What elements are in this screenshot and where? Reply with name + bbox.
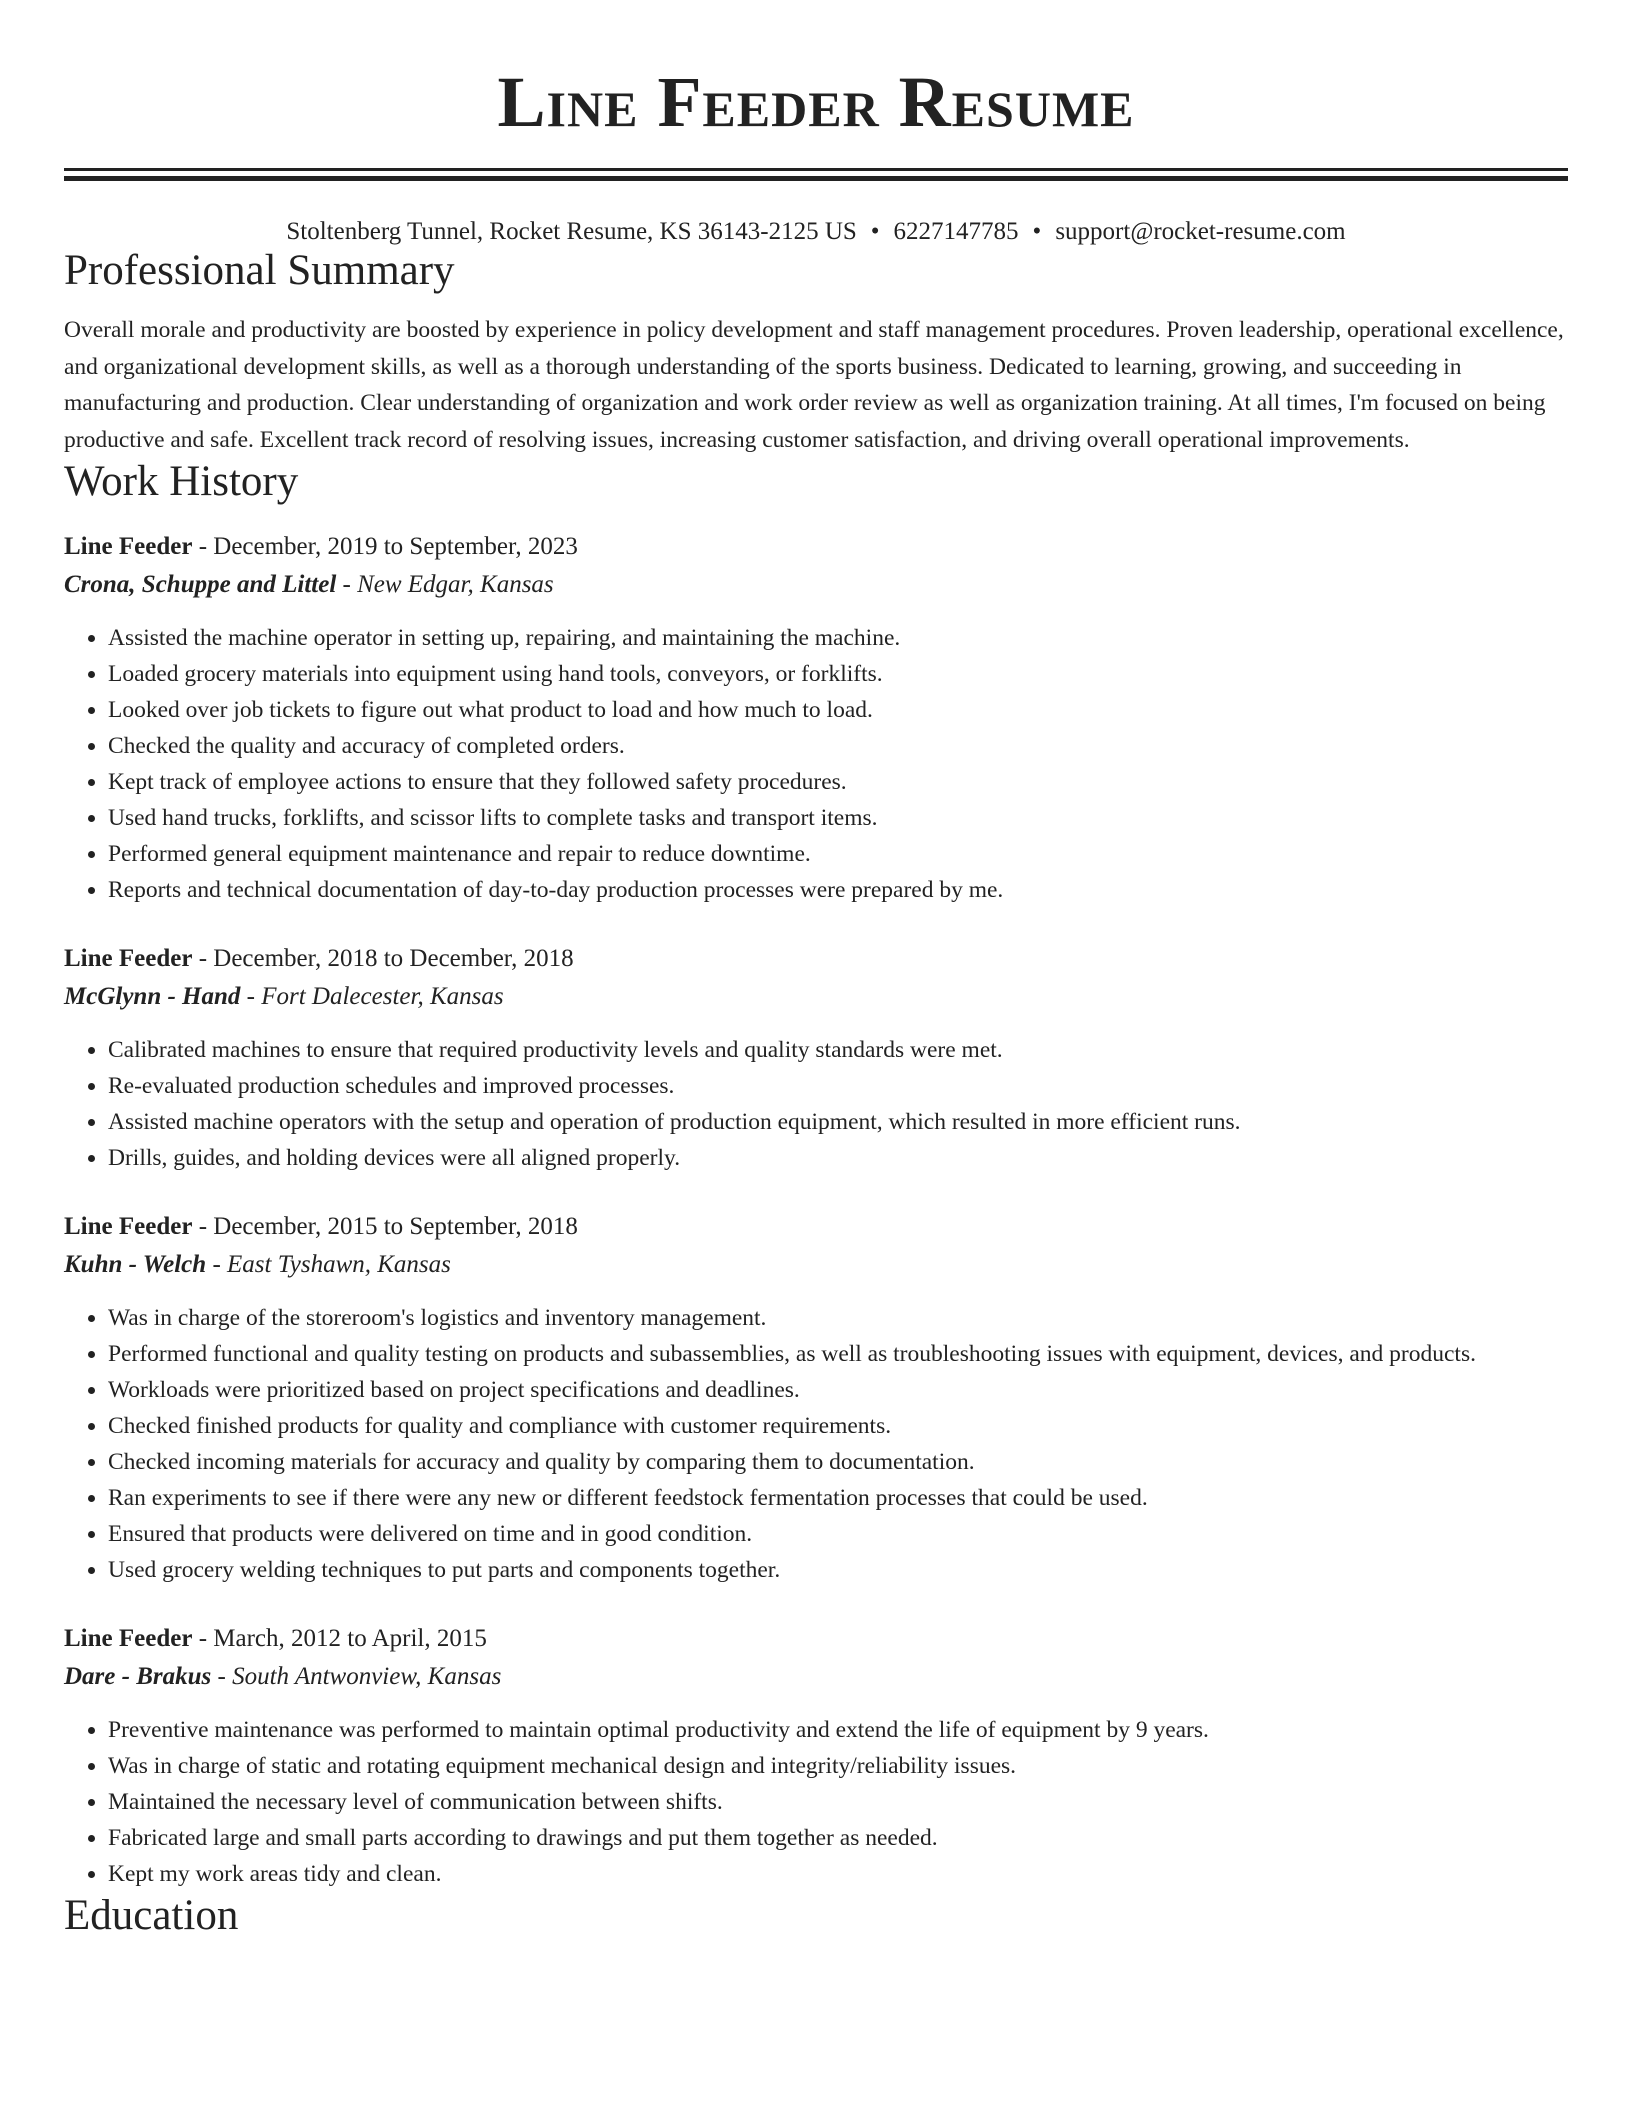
- job-header: [64, 940, 1568, 978]
- contact-line: [64, 217, 1568, 247]
- job-location: - East Tyshawn, Kansas: [206, 1250, 451, 1278]
- duty-item: • Loaded grocery materials into equipment using hand tools, conveyors, or forklifts.: [108, 656, 1568, 692]
- work-history-heading: Work History: [64, 458, 299, 506]
- summary-text: Overall morale and productivity are boosted by experience in policy development and staff management procedures. Proven leadership, operational excellence, and organizational development skills, as well as a thorough understanding of the sports business. Dedicated to learning, growing, and succeeding in manufacturing and production. Clear understanding of organization and work order review as well as organization training. At all times, I'm focused on being productive and safe. Excellent track record of resolving issues, increasing customer satisfaction, and driving overall operational improvements.: [64, 317, 1564, 453]
- contact-address: Stoltenberg Tunnel, Rocket Resume, KS 36143-2125 US: [286, 218, 857, 245]
- duty-item: • Maintained the necessary level of communication between shifts.: [108, 1784, 1568, 1820]
- duty-item: • Checked incoming materials for accuracy and quality by comparing them to documentation.: [108, 1444, 1568, 1480]
- duty-item: • Reports and technical documentation of day-to-day production processes were prepared by me.: [108, 872, 1568, 908]
- duty-item: • Performed general equipment maintenance and repair to reduce downtime.: [108, 836, 1568, 872]
- duty-item: • Re-evaluated production schedules and improved processes.: [108, 1068, 1568, 1104]
- duty-item: • Kept track of employee actions to ensure that they followed safety procedures.: [108, 764, 1568, 800]
- summary-heading: Professional Summary: [64, 247, 455, 294]
- job-title: Line Feeder: [64, 1624, 193, 1652]
- duty-item: • Kept my work areas tidy and clean.: [108, 1856, 1568, 1892]
- duty-item: • Ensured that products were delivered on time and in good condition.: [108, 1516, 1568, 1552]
- job-company-line: [64, 1246, 1568, 1284]
- duty-item: • Assisted machine operators with the setup and operation of production equipment, which resulted in more efficient runs.: [108, 1104, 1568, 1140]
- duty-item: • Was in charge of the storeroom's logistics and inventory management.: [108, 1300, 1568, 1336]
- duty-item: • Preventive maintenance was performed to maintain optimal productivity and extend the life of equipment by 9 years.: [108, 1712, 1568, 1748]
- job-company: Crona, Schuppe and Littel: [64, 570, 337, 598]
- duty-item: • Used hand trucks, forklifts, and scissor lifts to complete tasks and transport items.: [108, 800, 1568, 836]
- job-title: Line Feeder: [64, 532, 193, 560]
- duty-item: • Checked finished products for quality and compliance with customer requirements.: [108, 1408, 1568, 1444]
- job-duties: [64, 1300, 1568, 1588]
- job-company: Kuhn - Welch: [64, 1250, 207, 1278]
- job-entry: [64, 1620, 1568, 1892]
- job-company: McGlynn - Hand: [64, 982, 241, 1010]
- duty-item: • Assisted the machine operator in setting up, repairing, and maintaining the machine.: [108, 620, 1568, 656]
- contact-separator: •: [1032, 218, 1042, 245]
- duty-item: • Used grocery welding techniques to put parts and components together.: [108, 1552, 1568, 1588]
- job-title: Line Feeder: [64, 1212, 193, 1240]
- duty-item: • Calibrated machines to ensure that required productivity levels and quality standards were met.: [108, 1032, 1568, 1068]
- education-heading: Education: [64, 1891, 239, 1939]
- job-dates: - December, 2019 to September, 2023: [192, 532, 578, 560]
- duty-item: • Drills, guides, and holding devices were all aligned properly.: [108, 1140, 1568, 1176]
- duty-item: • Was in charge of static and rotating equipment mechanical design and integrity/reliability issues.: [108, 1748, 1568, 1784]
- job-dates: - December, 2018 to December, 2018: [192, 944, 574, 972]
- duty-item: • Workloads were prioritized based on project specifications and deadlines.: [108, 1372, 1568, 1408]
- job-entry: [64, 528, 1568, 908]
- title-divider-top: [64, 168, 1568, 171]
- job-header: [64, 1208, 1568, 1246]
- work-history-list: [64, 528, 1568, 1892]
- contact-phone: 6227147785: [893, 218, 1019, 245]
- duty-item: • Fabricated large and small parts according to drawings and put them together as needed.: [108, 1820, 1568, 1856]
- job-dates: - December, 2015 to September, 2018: [192, 1212, 578, 1240]
- job-entry: [64, 940, 1568, 1176]
- job-dates: - March, 2012 to April, 2015: [192, 1624, 487, 1652]
- job-title: Line Feeder: [64, 944, 193, 972]
- resume-title: Line Feeder Resume: [497, 62, 1135, 142]
- job-duties: [64, 1032, 1568, 1176]
- job-company-line: [64, 566, 1568, 604]
- duty-item: • Ran experiments to see if there were any new or different feedstock fermentation processes that could be used.: [108, 1480, 1568, 1516]
- job-duties: [64, 620, 1568, 908]
- contact-separator: •: [870, 218, 880, 245]
- duty-item: • Looked over job tickets to figure out what product to load and how much to load.: [108, 692, 1568, 728]
- job-location: - South Antwonview, Kansas: [211, 1662, 502, 1690]
- job-location: - New Edgar, Kansas: [336, 570, 554, 598]
- job-entry: [64, 1208, 1568, 1588]
- job-company-line: [64, 978, 1568, 1016]
- duty-item: • Performed functional and quality testing on products and subassemblies, as well as troubleshooting issues with equipment, devices, and products.: [108, 1336, 1568, 1372]
- job-location: - Fort Dalecester, Kansas: [240, 982, 504, 1010]
- job-company-line: [64, 1658, 1568, 1696]
- job-header: [64, 528, 1568, 566]
- job-duties: [64, 1712, 1568, 1892]
- contact-email: support@rocket-resume.com: [1055, 218, 1346, 245]
- job-header: [64, 1620, 1568, 1658]
- duty-item: • Checked the quality and accuracy of completed orders.: [108, 728, 1568, 764]
- title-divider-bottom: [64, 176, 1568, 181]
- job-company: Dare - Brakus: [64, 1662, 212, 1690]
